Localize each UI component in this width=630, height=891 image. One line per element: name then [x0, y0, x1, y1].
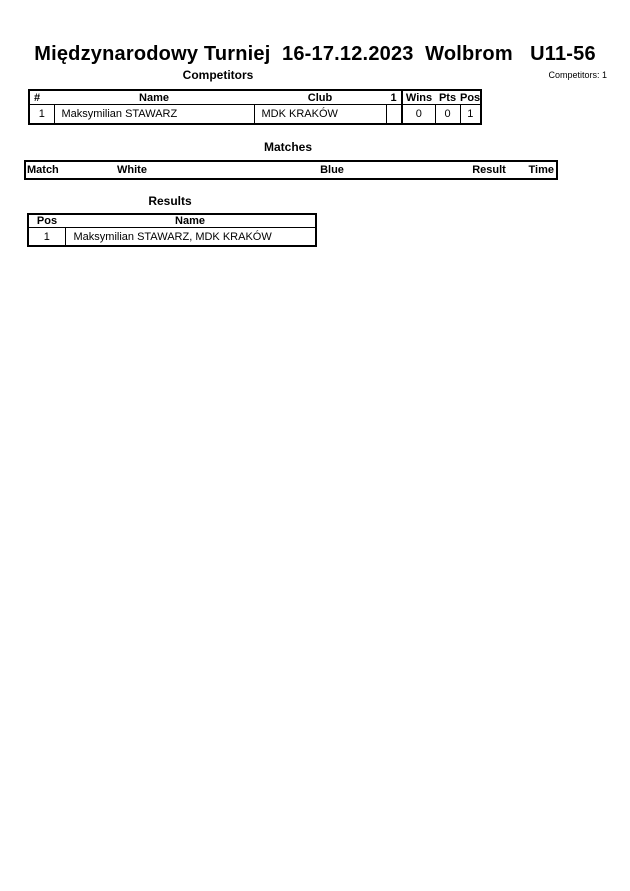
- competitor-name: Maksymilian STAWARZ: [54, 105, 254, 125]
- competitors-count-label: Competitors: 1: [548, 70, 607, 80]
- results-header-row: [28, 214, 316, 228]
- matches-table: [24, 160, 558, 180]
- page-title: Międzynarodowy Turniej 16-17.12.2023 Wolbrom U11-56: [34, 43, 596, 65]
- competitors-row: [29, 105, 481, 125]
- competitor-wins: 0: [402, 105, 435, 125]
- competitor-pos: 1: [460, 105, 481, 125]
- competitors-header-club: Club: [254, 90, 386, 105]
- matches-header-time: Time: [528, 164, 554, 176]
- competitors-header-row: [29, 90, 481, 105]
- results-row: [28, 228, 316, 247]
- result-name: Maksymilian STAWARZ, MDK KRAKÓW: [65, 228, 316, 247]
- competitor-pts: 0: [435, 105, 460, 125]
- results-header-pos: Pos: [28, 214, 65, 228]
- matches-header-match: Match: [27, 164, 59, 176]
- competitor-round1: [386, 105, 402, 125]
- competitors-section-heading: Competitors: [182, 68, 254, 82]
- competitors-header-pts: Pts: [435, 90, 460, 105]
- matches-header-white: White: [117, 164, 147, 176]
- competitors-header-wins: Wins: [402, 90, 435, 105]
- results-header-name: Name: [65, 214, 316, 228]
- results-table: [27, 213, 317, 247]
- competitors-header-name: Name: [54, 90, 254, 105]
- matches-section-heading: Matches: [263, 140, 313, 154]
- results-section-heading: Results: [148, 194, 192, 208]
- result-pos: 1: [43, 230, 50, 243]
- competitors-header-round1: 1: [386, 90, 402, 105]
- competitors-header-pos: Pos: [460, 91, 481, 104]
- competitor-number: 1: [38, 108, 45, 120]
- matches-header-blue: Blue: [320, 164, 344, 176]
- matches-header-result: Result: [472, 164, 506, 176]
- competitors-header-number: #: [29, 90, 54, 105]
- competitor-club: MDK KRAKÓW: [254, 105, 386, 125]
- competitors-table: [28, 89, 482, 125]
